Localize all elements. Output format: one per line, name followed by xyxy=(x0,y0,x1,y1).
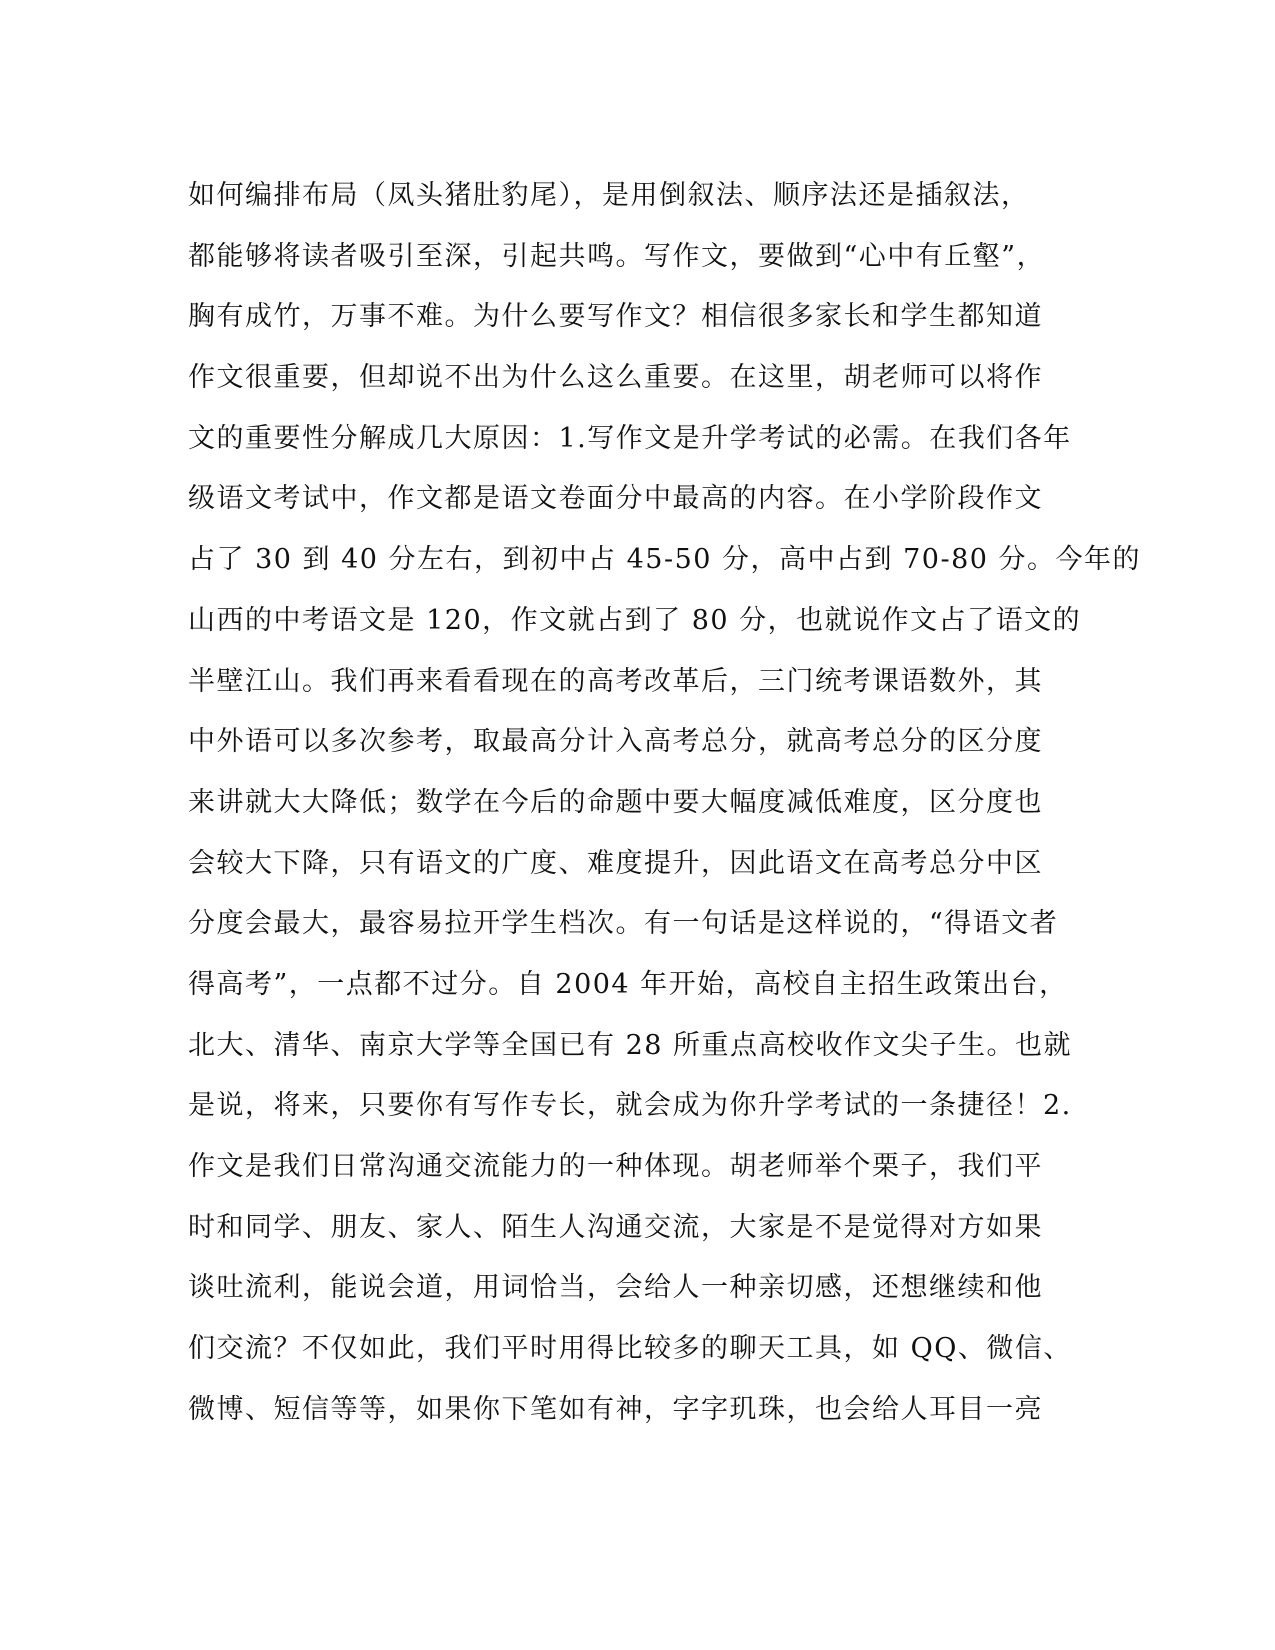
text-line: 如何编排布局（凤头猪肚豹尾），是用倒叙法、顺序法还是插叙法， xyxy=(188,180,1030,211)
text-line: 半壁江山。我们再来看看现在的高考改革后，三门统考课语数外，其 xyxy=(188,665,1043,697)
text-line: 胸有成竹，万事不难。为什么要写作文？相信很多家长和学生都知道 xyxy=(188,301,1043,333)
text-line: 山西的中考语文是 120，作文就占到了 80 分，也就说作文占了语文的 xyxy=(188,604,1082,636)
text-line: 占了 30 到 40 分左右，到初中占 45-50 分，高中占到 70-80 分。今年的 xyxy=(188,544,1142,576)
text-line: 级语文考试中，作文都是语文卷面分中最高的内容。在小学阶段作文 xyxy=(188,483,1043,515)
text-line: 来讲就大大降低；数学在今后的命题中要大幅度减低难度，区分度也 xyxy=(188,786,1043,818)
text-line: 微博、短信等等，如果你下笔如有神，字字玑珠，也会给人耳目一亮 xyxy=(188,1393,1043,1425)
text-line: 文的重要性分解成几大原因：1.写作文是升学考试的必需。在我们各年 xyxy=(188,422,1072,454)
text-line: 得高考”，一点都不过分。自 2004 年开始，高校自主招生政策出台， xyxy=(188,968,1068,1000)
text-line: 都能够将读者吸引至深，引起共鸣。写作文，要做到“心中有丘壑”， xyxy=(188,240,1046,272)
text-line: 北大、清华、南京大学等全国已有 28 所重点高校收作文尖子生。也就 xyxy=(188,1029,1073,1061)
body-text xyxy=(188,166,1142,1440)
text-line: 中外语可以多次参考，取最高分计入高考总分，就高考总分的区分度 xyxy=(188,726,1043,758)
text-line: 分度会最大，最容易拉开学生档次。有一句话是这样说的，“得语文者 xyxy=(188,908,1059,940)
text-line: 是说，将来，只要你有写作专长，就会成为你升学考试的一条捷径！2. xyxy=(188,1090,1072,1122)
text-line: 会较大下降，只有语文的广度、难度提升，因此语文在高考总分中区 xyxy=(188,847,1043,879)
text-line: 谈吐流利，能说会道，用词恰当，会给人一种亲切感，还想继续和他 xyxy=(188,1272,1043,1304)
text-line: 们交流？不仅如此，我们平时用得比较多的聊天工具，如 QQ、微信、 xyxy=(188,1333,1072,1365)
text-line: 作文是我们日常沟通交流能力的一种体现。胡老师举个栗子，我们平 xyxy=(188,1151,1043,1182)
text-line: 作文很重要，但却说不出为什么这么重要。在这里，胡老师可以将作 xyxy=(188,362,1043,394)
text-line: 时和同学、朋友、家人、陌生人沟通交流，大家是不是觉得对方如果 xyxy=(188,1211,1043,1243)
